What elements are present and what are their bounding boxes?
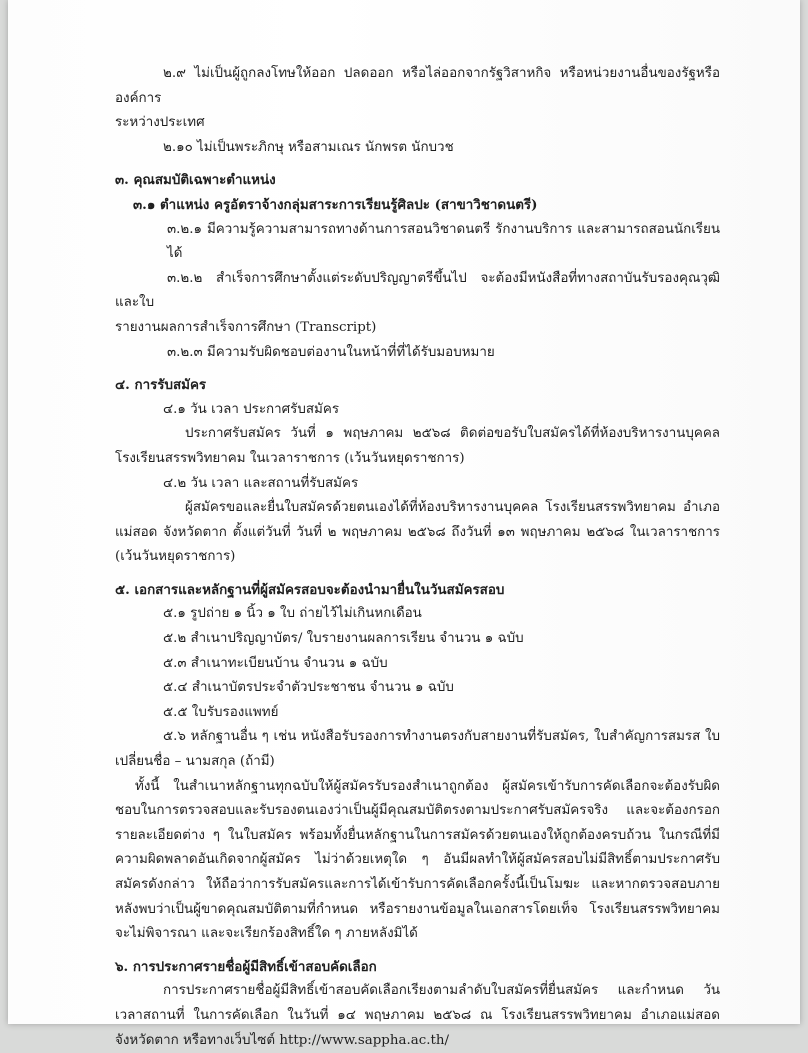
document-item: ๕.๓ สำเนาทะเบียนบ้าน จำนวน ๑ ฉบับ (163, 655, 388, 671)
clause-2-9-line2: ระหว่างประเทศ (115, 115, 205, 131)
section-4-2-text: ผู้สมัครขอและยื่นใบสมัครด้วยตนเองได้ที่ห้องบริหารงานบุคคล โรงเรียนสรรพวิทยาคม อำเภอแม่สอด จังหวัดตาก ตั้งแต่วันที่ วันที่ ๒ พฤษภาคม ๒๕๖๘ ถึงวันที่ ๑๓ พฤษภาคม ๒๕๖๘ ในเวลาราชการ (เว้นวันหยุดราชการ) (115, 500, 720, 565)
section-4-1-heading: ๔.๑ วัน เวลา ประกาศรับสมัคร (163, 401, 340, 417)
section-6-heading: ๖. การประกาศรายชื่อผู้มีสิทธิ์เข้าสอบคัดเลือก (115, 958, 377, 975)
document-item: ๕.๕ ใบรับรองแพทย์ (163, 704, 279, 720)
clause-2-10: ๒.๑๐ ไม่เป็นพระภิกษุ หรือสามเณร นักพรต นักบวช (163, 139, 454, 155)
section-6-text: การประกาศรายชื่อผู้มีสิทธิ์เข้าสอบคัดเลือกเรียงตามลำดับใบสมัครที่ยื่นสมัคร และกำหนด วัน เวลาสถานที่ ในการคัดเลือก ในวันที่ ๑๔ พฤษภาคม ๒๕๖๘ ณ โรงเรียนสรรพวิทยาคม อำเภอแม่สอด จังหวัดตาก หรือทางเว็บไซต์ http://www.sappha.ac.th/ (115, 983, 720, 1048)
clause-3-2-2-line2: รายงานผลการสำเร็จการศึกษา (Transcript) (115, 319, 377, 335)
section-5-heading: ๕. เอกสารและหลักฐานที่ผู้สมัครสอบจะต้องนำมายื่นในวันสมัครสอบ (115, 581, 505, 598)
section-3-heading: ๓. คุณสมบัติเฉพาะตำแหน่ง (115, 172, 276, 189)
section-5-note: ทั้งนี้ ในสำเนาหลักฐานทุกฉบับให้ผู้สมัครรับรองสำเนาถูกต้อง ผู้สมัครเข้ารับการคัดเลือกจะต้องรับผิดชอบในการตรวจสอบและรับรองตนเองว่าเป็นผู้มีคุณสมบัติตรงตามประกาศรับสมัครจริง และจะต้องกรอกรายละเอียดต่าง ๆ ในใบสมัคร พร้อมทั้งยื่นหลักฐานในการสมัครด้วยตนเองให้ถูกต้องครบถ้วน ในกรณีที่มีความผิดพลาดอันเกิดจากผู้สมัคร ไม่ว่าด้วยเหตุใด ๆ อันมีผลทำให้ผู้สมัครสอบไม่มีสิทธิ์ตามประกาศรับสมัครดังกล่าว ให้ถือว่าการรับสมัครและการได้เข้ารับการคัดเลือกครั้งนี้เป็นโมฆะ และหากตรวจสอบภายหลังพบว่าเป็นผู้ขาดคุณสมบัติตามที่กำหนด หรือรายงานข้อมูลในเอกสารโดยเท็จ โรงเรียนสรรพวิทยาคม จะไม่พิจารณา และจะเรียกร้องสิทธิ์ใด ๆ ภายหลังมิได้ (115, 778, 720, 942)
document-item: ๕.๒ สำเนาปริญญาบัตร/ ใบรายงานผลการเรียน จำนวน ๑ ฉบับ (163, 631, 524, 647)
clause-2-9-line1: ๒.๙ ไม่เป็นผู้ถูกลงโทษให้ออก ปลดออก หรือไล่ออกจากรัฐวิสาหกิจ หรือหน่วยงานอื่นของรัฐหรือองค์การ (115, 66, 720, 106)
document-body (115, 62, 720, 1053)
document-item: ๕.๔ สำเนาบัตรประจำตัวประชาชน จำนวน ๑ ฉบับ (163, 680, 454, 696)
section-4-1-text: ประกาศรับสมัคร วันที่ ๑ พฤษภาคม ๒๕๖๘ ติดต่อขอรับใบสมัครได้ที่ห้องบริหารงานบุคคล โรงเรียนสรรพวิทยาคม ในเวลาราชการ (เว้นวันหยุดราชการ) (115, 426, 720, 466)
clause-3-2-1: ๓.๒.๑ มีความรู้ความสามารถทางด้านการสอนวิชาดนตรี รักงานบริการ และสามารถสอนนักเรียนได้ (167, 221, 720, 262)
clause-3-2-3: ๓.๒.๓ มีความรับผิดชอบต่องานในหน้าที่ที่ได้รับมอบหมาย (167, 344, 495, 360)
clause-3-2-2-line1: ๓.๒.๒ สำเร็จการศึกษาตั้งแต่ระดับปริญญาตรีขึ้นไป จะต้องมีหนังสือที่ทางสถาบันรับรองคุณวุฒิ และใบ (115, 270, 720, 311)
section-4-2-heading: ๔.๒ วัน เวลา และสถานที่รับสมัคร (163, 475, 359, 491)
section-4-heading: ๔. การรับสมัคร (115, 377, 207, 394)
section-3-1-heading: ๓.๑ ตำแหน่ง ครูอัตราจ้างกลุ่มสาระการเรียนรู้ศิลปะ (สาขาวิชาดนตรี) (133, 196, 538, 213)
document-item: ๕.๑ รูปถ่าย ๑ นิ้ว ๑ ใบ ถ่ายไว้ไม่เกินหกเดือน (163, 606, 422, 622)
document-item-other: ๕.๖ หลักฐานอื่น ๆ เช่น หนังสือรับรองการทำงานตรงกับสายงานที่รับสมัคร, ใบสำคัญการสมรส ใบเปลี่ยนชื่อ – นามสกุล (ถ้ามี) (115, 729, 720, 770)
document-page (8, 0, 800, 1048)
